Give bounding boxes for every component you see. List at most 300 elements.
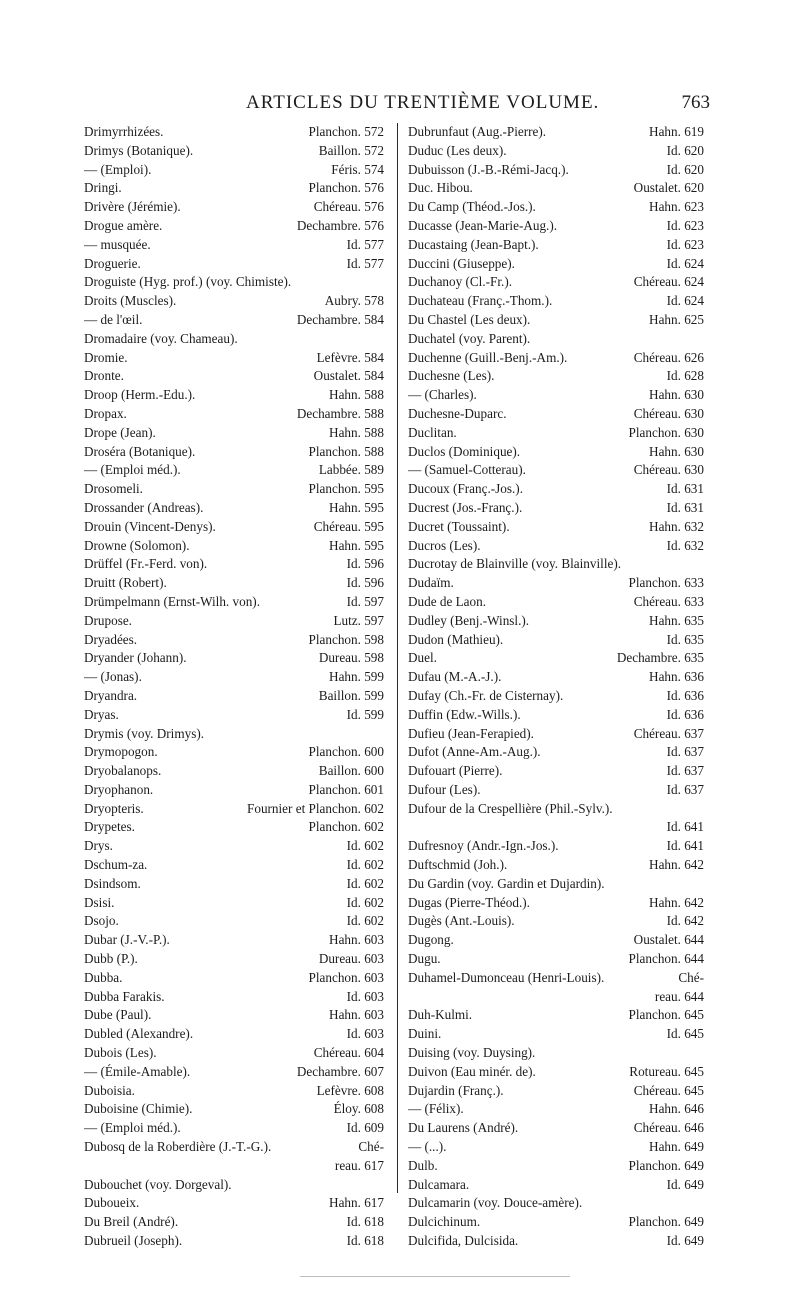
entry-author-page: Id. 631 — [666, 481, 704, 497]
index-entry — [408, 179, 704, 198]
index-entry — [408, 555, 704, 574]
entry-title: Dubrunfaut (Aug.-Pierre). — [408, 124, 547, 139]
entry-author-page: Dureau. 598 — [318, 650, 384, 666]
entry-author-page: Id. 637 — [666, 744, 704, 760]
entry-author-page: reau. 644 — [654, 988, 704, 1004]
entry-author-page: Id. 599 — [346, 706, 384, 722]
index-entry — [408, 236, 704, 255]
entry-title: Dronte. — [84, 368, 124, 384]
index-entry — [408, 499, 704, 518]
index-entry — [408, 142, 704, 161]
entry-title: Dube (Paul). — [84, 1007, 152, 1023]
entry-title: Dubba. — [84, 969, 123, 985]
entry-author-page: Hahn. 632 — [649, 518, 704, 534]
index-entry — [408, 1063, 704, 1082]
entry-author-page: Oustalet. 644 — [633, 932, 704, 948]
entry-title: Duising (voy. Duysing). — [408, 1045, 536, 1061]
entry-title: Drys. — [84, 838, 113, 854]
index-entry — [408, 856, 704, 875]
entry-author-page: Planchon. 576 — [308, 180, 384, 196]
entry-title: Duh-Kulmi. — [408, 1007, 473, 1023]
index-entry — [408, 649, 704, 668]
entry-author-page: Id. 623 — [666, 217, 704, 233]
index-entry — [408, 593, 704, 612]
entry-author-page: Hahn. 617 — [329, 1195, 384, 1211]
entry-title: Dulb. — [408, 1157, 438, 1173]
entry-author-page: Fournier et Planchon. 602 — [247, 800, 384, 816]
page-number: 763 — [681, 92, 710, 113]
index-entry — [408, 1006, 704, 1025]
index-entry — [408, 405, 704, 424]
entry-title: Dugu. — [408, 951, 441, 967]
entry-author-page: Id. 649 — [666, 1176, 704, 1192]
page-header — [0, 92, 800, 118]
index-entry — [84, 311, 384, 330]
entry-author-page: Id. 602 — [346, 894, 384, 910]
entry-title: Drupose. — [84, 612, 132, 628]
entry-author-page: Id. 635 — [666, 631, 704, 647]
entry-author-page: Planchon. 645 — [628, 1007, 704, 1023]
entry-title: Duivon (Eau minér. de). — [408, 1063, 536, 1079]
entry-author-page: Id. 642 — [666, 913, 704, 929]
entry-author-page: Hahn. 642 — [649, 857, 704, 873]
index-entry — [84, 1176, 384, 1195]
entry-title: Dufour de la Crespellière (Phil.-Sylv.). — [408, 800, 613, 816]
entry-author-page: Hahn. 649 — [649, 1139, 704, 1155]
entry-title: Dubuisson (J.-B.-Rémi-Jacq.). — [408, 161, 569, 177]
entry-title: Dubled (Alexandre). — [84, 1026, 194, 1042]
entry-author-page: Hahn. 646 — [649, 1101, 704, 1117]
entry-title: — (Jonas). — [84, 669, 142, 685]
entry-title: Ducasse (Jean-Marie-Aug.). — [408, 217, 558, 233]
entry-title: Dulcichinum. — [408, 1214, 481, 1230]
entry-author-page: Id. 641 — [666, 819, 704, 835]
entry-title: Dubb (P.). — [84, 951, 138, 967]
entry-author-page: Id. 632 — [666, 537, 704, 553]
page-title: ARTICLES DU TRENTIÈME VOLUME. — [246, 92, 600, 113]
index-entry — [84, 1006, 384, 1025]
index-entry — [408, 537, 704, 556]
entry-author-page: Chéreau. 595 — [313, 518, 384, 534]
entry-author-page: Id. 609 — [346, 1120, 384, 1136]
entry-author-page: Hahn. 599 — [329, 669, 384, 685]
entry-author-page: Planchon. 600 — [308, 744, 384, 760]
entry-title: Dsisi. — [84, 894, 115, 910]
entry-title: Dubba Farakis. — [84, 988, 165, 1004]
entry-title: Dubar (J.-V.-P.). — [84, 932, 170, 948]
entry-author-page: Hahn. 635 — [649, 612, 704, 628]
entry-title: Dujardin (Franç.). — [408, 1082, 504, 1098]
entry-author-page: Planchon. 633 — [628, 575, 704, 591]
index-entry — [84, 1063, 384, 1082]
entry-title: Dryander (Johann). — [84, 650, 187, 666]
entry-author-page: Id. 597 — [346, 593, 384, 609]
entry-title: Dufay (Ch.-Fr. de Cisternay). — [408, 687, 564, 703]
index-entry — [84, 499, 384, 518]
entry-title: — (Samuel-Cotterau). — [408, 462, 526, 478]
index-entry — [408, 1213, 704, 1232]
entry-title: Dudaïm. — [408, 575, 454, 591]
entry-title: Droop (Herm.-Edu.). — [84, 387, 196, 403]
entry-author-page: Id. 620 — [666, 142, 704, 158]
index-entry — [408, 349, 704, 368]
entry-title: Duc. Hibou. — [408, 180, 473, 196]
entry-author-page: Chéreau. 633 — [633, 593, 704, 609]
entry-title: Dryophanon. — [84, 781, 154, 797]
entry-title: — (Emploi méd.). — [84, 462, 181, 478]
index-entry — [408, 668, 704, 687]
entry-title: Dubrueil (Joseph). — [84, 1233, 183, 1249]
entry-title: Dubouchet (voy. Dorgeval). — [84, 1176, 232, 1192]
entry-title: Ducret (Toussaint). — [408, 518, 510, 534]
entry-title: — musquée. — [84, 236, 151, 252]
index-entry — [84, 349, 384, 368]
index-entry — [84, 461, 384, 480]
entry-author-page: Chéreau. 626 — [633, 349, 704, 365]
footer-rule — [300, 1276, 570, 1277]
entry-author-page: Id. 631 — [666, 499, 704, 515]
index-entry — [408, 612, 704, 631]
index-entry — [408, 875, 704, 894]
entry-title: Duboueix. — [84, 1195, 140, 1211]
index-entry — [408, 518, 704, 537]
index-entry — [408, 743, 704, 762]
entry-author-page: Dechambre. 584 — [296, 311, 384, 327]
entry-author-page: Planchon. 602 — [308, 819, 384, 835]
index-entry — [408, 1232, 704, 1251]
entry-author-page: Aubry. 578 — [324, 293, 384, 309]
entry-author-page: Oustalet. 620 — [633, 180, 704, 196]
entry-author-page: Hahn. 625 — [649, 311, 704, 327]
index-entry — [84, 969, 384, 988]
entry-title: Dubois (Les). — [84, 1045, 157, 1061]
entry-title: Du Camp (Théod.-Jos.). — [408, 199, 536, 215]
entry-author-page: Hahn. 630 — [649, 443, 704, 459]
entry-author-page: Rotureau. 645 — [629, 1063, 704, 1079]
index-entry — [408, 1044, 704, 1063]
index-entry — [84, 1213, 384, 1232]
entry-title: Drope (Jean). — [84, 424, 156, 440]
entry-title: Duccini (Giuseppe). — [408, 255, 515, 271]
entry-title: — (...). — [408, 1139, 447, 1155]
entry-author-page: Hahn. 588 — [329, 387, 384, 403]
entry-title: Druitt (Robert). — [84, 575, 167, 591]
index-entry — [408, 292, 704, 311]
entry-author-page: Id. 641 — [666, 838, 704, 854]
entry-author-page: Éloy. 608 — [333, 1101, 384, 1117]
entry-author-page: Ché- — [358, 1139, 384, 1155]
index-entry — [84, 367, 384, 386]
index-entry — [408, 311, 704, 330]
entry-title: Drümpelmann (Ernst-Wilh. von). — [84, 593, 260, 609]
entry-author-page: Planchon. 598 — [308, 631, 384, 647]
entry-author-page: Planchon. 649 — [628, 1157, 704, 1173]
entry-title: Dufouart (Pierre). — [408, 763, 503, 779]
index-entry — [84, 1157, 384, 1176]
index-entry — [408, 706, 704, 725]
entry-title: Dufot (Anne-Am.-Aug.). — [408, 744, 541, 760]
entry-author-page: Id. 603 — [346, 1026, 384, 1042]
entry-author-page: Chéreau. 646 — [633, 1120, 704, 1136]
entry-author-page: Id. 596 — [346, 575, 384, 591]
index-entry — [84, 574, 384, 593]
entry-author-page: Id. 637 — [666, 781, 704, 797]
index-entry — [84, 950, 384, 969]
index-entry — [408, 443, 704, 462]
entry-title: Droguiste (Hyg. prof.) (voy. Chimiste). — [84, 274, 292, 290]
entry-title: Du Gardin (voy. Gardin et Dujardin). — [408, 875, 605, 891]
index-entry — [408, 198, 704, 217]
entry-title: — (Emploi). — [84, 161, 152, 177]
entry-title: Duboisia. — [84, 1082, 135, 1098]
index-entry — [84, 236, 384, 255]
entry-title: Ducros (Les). — [408, 537, 481, 553]
entry-author-page: Id. 618 — [346, 1233, 384, 1249]
entry-title: — (Félix). — [408, 1101, 464, 1117]
entry-author-page: Id. 602 — [346, 838, 384, 854]
entry-author-page: Hahn. 642 — [649, 894, 704, 910]
index-entry — [84, 1025, 384, 1044]
index-entry — [408, 631, 704, 650]
index-entry — [408, 1082, 704, 1101]
entry-author-page: Planchon. 601 — [308, 781, 384, 797]
index-entry — [408, 161, 704, 180]
index-entry — [84, 386, 384, 405]
entry-author-page: Id. 618 — [346, 1214, 384, 1230]
entry-title: Dromadaire (voy. Chameau). — [84, 330, 238, 346]
entry-author-page: Chéreau. 630 — [633, 405, 704, 421]
index-entry — [84, 612, 384, 631]
entry-author-page: Dechambre. 588 — [296, 405, 384, 421]
index-entry — [84, 593, 384, 612]
index-entry — [408, 367, 704, 386]
index-entry — [84, 1082, 384, 1101]
index-entry — [84, 424, 384, 443]
index-entry — [408, 461, 704, 480]
entry-author-page: Id. 596 — [346, 556, 384, 572]
entry-author-page: Planchon. 572 — [308, 124, 384, 139]
entry-author-page: Dechambre. 635 — [616, 650, 704, 666]
entry-title: Ducrotay de Blainville (voy. Blainville). — [408, 556, 622, 572]
index-entry — [408, 725, 704, 744]
entry-title: Drimyrrhizées. — [84, 124, 164, 139]
entry-title: Dryopteris. — [84, 800, 144, 816]
index-entry — [84, 555, 384, 574]
index-entry — [84, 931, 384, 950]
entry-title: Dufieu (Jean-Ferapied). — [408, 725, 534, 741]
entry-title: Dromie. — [84, 349, 128, 365]
entry-author-page: Id. 603 — [346, 988, 384, 1004]
entry-title: Duhamel-Dumonceau (Henri-Louis). — [408, 969, 605, 985]
entry-author-page: Hahn. 595 — [329, 499, 384, 515]
entry-title: Dudon (Mathieu). — [408, 631, 504, 647]
index-entry — [84, 894, 384, 913]
entry-author-page: Id. 624 — [666, 255, 704, 271]
entry-author-page: Id. 636 — [666, 706, 704, 722]
entry-title: Droguerie. — [84, 255, 141, 271]
entry-title: Duchatel (voy. Parent). — [408, 330, 531, 346]
index-entry — [408, 255, 704, 274]
entry-title: Du Laurens (André). — [408, 1120, 519, 1136]
index-entry — [408, 1157, 704, 1176]
entry-title: Dulcamarin (voy. Douce-amère). — [408, 1195, 583, 1211]
entry-title: — (Emploi méd.). — [84, 1120, 181, 1136]
entry-author-page: Baillon. 600 — [318, 763, 384, 779]
entry-author-page: Chéreau. 576 — [313, 199, 384, 215]
entry-author-page: Chéreau. 637 — [633, 725, 704, 741]
index-entry — [408, 894, 704, 913]
index-entry — [408, 1138, 704, 1157]
entry-title: Duchesne-Duparc. — [408, 405, 507, 421]
entry-title: Drosomeli. — [84, 481, 143, 497]
entry-title: Drivère (Jérémie). — [84, 199, 181, 215]
index-entry — [84, 1100, 384, 1119]
entry-author-page: Oustalet. 584 — [313, 368, 384, 384]
index-entry — [84, 743, 384, 762]
entry-author-page: Hahn. 619 — [649, 124, 704, 139]
entry-title: — (Charles). — [408, 387, 477, 403]
entry-title: Dryas. — [84, 706, 119, 722]
index-entry — [408, 330, 704, 349]
index-entry — [84, 443, 384, 462]
index-entry — [84, 1194, 384, 1213]
entry-author-page: Chéreau. 645 — [633, 1082, 704, 1098]
entry-title: Drowne (Solomon). — [84, 537, 190, 553]
index-entry — [84, 1232, 384, 1251]
entry-title: Dryobalanops. — [84, 763, 162, 779]
entry-title: Drymopogon. — [84, 744, 158, 760]
entry-title: Dryadées. — [84, 631, 138, 647]
index-entry — [84, 856, 384, 875]
entry-title: Drypetes. — [84, 819, 135, 835]
entry-author-page: Chéreau. 630 — [633, 462, 704, 478]
index-entry — [84, 123, 384, 142]
index-entry — [408, 386, 704, 405]
entry-title: Duel. — [408, 650, 437, 666]
index-entry — [408, 988, 704, 1007]
index-entry — [408, 273, 704, 292]
entry-title: Ducoux (Franç.-Jos.). — [408, 481, 523, 497]
entry-title: Dsojo. — [84, 913, 119, 929]
entry-author-page: Id. 602 — [346, 875, 384, 891]
entry-title: Drüffel (Fr.-Ferd. von). — [84, 556, 208, 572]
entry-author-page: Hahn. 603 — [329, 932, 384, 948]
index-entry — [84, 687, 384, 706]
entry-title: Duchanoy (Cl.-Fr.). — [408, 274, 513, 290]
entry-author-page: Baillon. 572 — [318, 142, 384, 158]
index-entry — [408, 969, 704, 988]
entry-title: Duini. — [408, 1026, 442, 1042]
entry-author-page: Planchon. 588 — [308, 443, 384, 459]
index-entry — [84, 725, 384, 744]
entry-author-page: Chéreau. 624 — [633, 274, 704, 290]
entry-author-page: Id. 577 — [346, 236, 384, 252]
entry-title: Dude de Laon. — [408, 593, 486, 609]
index-entry — [84, 1044, 384, 1063]
index-entry — [84, 292, 384, 311]
right-column — [408, 123, 704, 1251]
entry-author-page: Id. 623 — [666, 236, 704, 252]
entry-title: — (Émile-Amable). — [84, 1063, 191, 1079]
index-entry — [84, 781, 384, 800]
entry-author-page: Id. 637 — [666, 763, 704, 779]
column-divider — [397, 123, 398, 1193]
index-entry — [84, 273, 384, 292]
entry-title: Duffin (Edw.-Wills.). — [408, 706, 521, 722]
index-entry — [408, 1176, 704, 1195]
index-entry — [84, 875, 384, 894]
entry-title: Duclos (Dominique). — [408, 443, 521, 459]
index-entry — [408, 687, 704, 706]
index-entry — [408, 837, 704, 856]
index-entry — [408, 574, 704, 593]
entry-author-page: Lefèvre. 584 — [316, 349, 384, 365]
index-entry — [408, 1025, 704, 1044]
entry-title: Ducrest (Jos.-Franç.). — [408, 499, 523, 515]
entry-title: Duboisine (Chimie). — [84, 1101, 193, 1117]
entry-title: Droséra (Botanique). — [84, 443, 196, 459]
entry-title: Duclitan. — [408, 424, 457, 440]
index-entry — [84, 800, 384, 819]
index-entry — [84, 330, 384, 349]
index-entry — [408, 950, 704, 969]
left-column — [84, 123, 384, 1251]
index-entry — [408, 931, 704, 950]
entry-title: Du Breil (André). — [84, 1214, 179, 1230]
entry-author-page: Hahn. 588 — [329, 424, 384, 440]
entry-title: Droits (Muscles). — [84, 293, 177, 309]
entry-author-page: Hahn. 623 — [649, 199, 704, 215]
entry-title: Dufour (Les). — [408, 781, 481, 797]
entry-author-page: Hahn. 636 — [649, 669, 704, 685]
index-entry — [408, 123, 704, 142]
index-entry — [84, 198, 384, 217]
entry-author-page: Planchon. 630 — [628, 424, 704, 440]
entry-author-page: Id. 602 — [346, 857, 384, 873]
entry-title: Duftschmid (Joh.). — [408, 857, 508, 873]
index-entry — [408, 912, 704, 931]
index-entry — [84, 988, 384, 1007]
entry-author-page: Id. 645 — [666, 1026, 704, 1042]
entry-title: Duchesne (Les). — [408, 368, 495, 384]
entry-author-page: Hahn. 630 — [649, 387, 704, 403]
index-entry — [84, 161, 384, 180]
index-entry — [84, 537, 384, 556]
entry-author-page: Planchon. 644 — [628, 951, 704, 967]
index-entry — [408, 1100, 704, 1119]
entry-title: Dulcamara. — [408, 1176, 470, 1192]
entry-author-page: Dechambre. 576 — [296, 217, 384, 233]
entry-author-page: Planchon. 595 — [308, 481, 384, 497]
index-entry — [84, 631, 384, 650]
index-entry — [408, 800, 704, 819]
entry-author-page: Id. 649 — [666, 1233, 704, 1249]
entry-title: Dugong. — [408, 932, 454, 948]
entry-title: Dsindsom. — [84, 875, 141, 891]
entry-author-page: Id. 624 — [666, 293, 704, 309]
entry-title: Duchenne (Guill.-Benj.-Am.). — [408, 349, 568, 365]
entry-author-page: Féris. 574 — [331, 161, 384, 177]
index-entry — [84, 668, 384, 687]
entry-title: Drogue amère. — [84, 217, 163, 233]
entry-title: Drouin (Vincent-Denys). — [84, 518, 216, 534]
entry-author-page: reau. 617 — [334, 1157, 384, 1173]
index-entry — [84, 649, 384, 668]
entry-title: Dulcifida, Dulcisida. — [408, 1233, 519, 1249]
entry-author-page: Lefèvre. 608 — [316, 1082, 384, 1098]
entry-title: Dschum-za. — [84, 857, 148, 873]
index-entry — [84, 480, 384, 499]
